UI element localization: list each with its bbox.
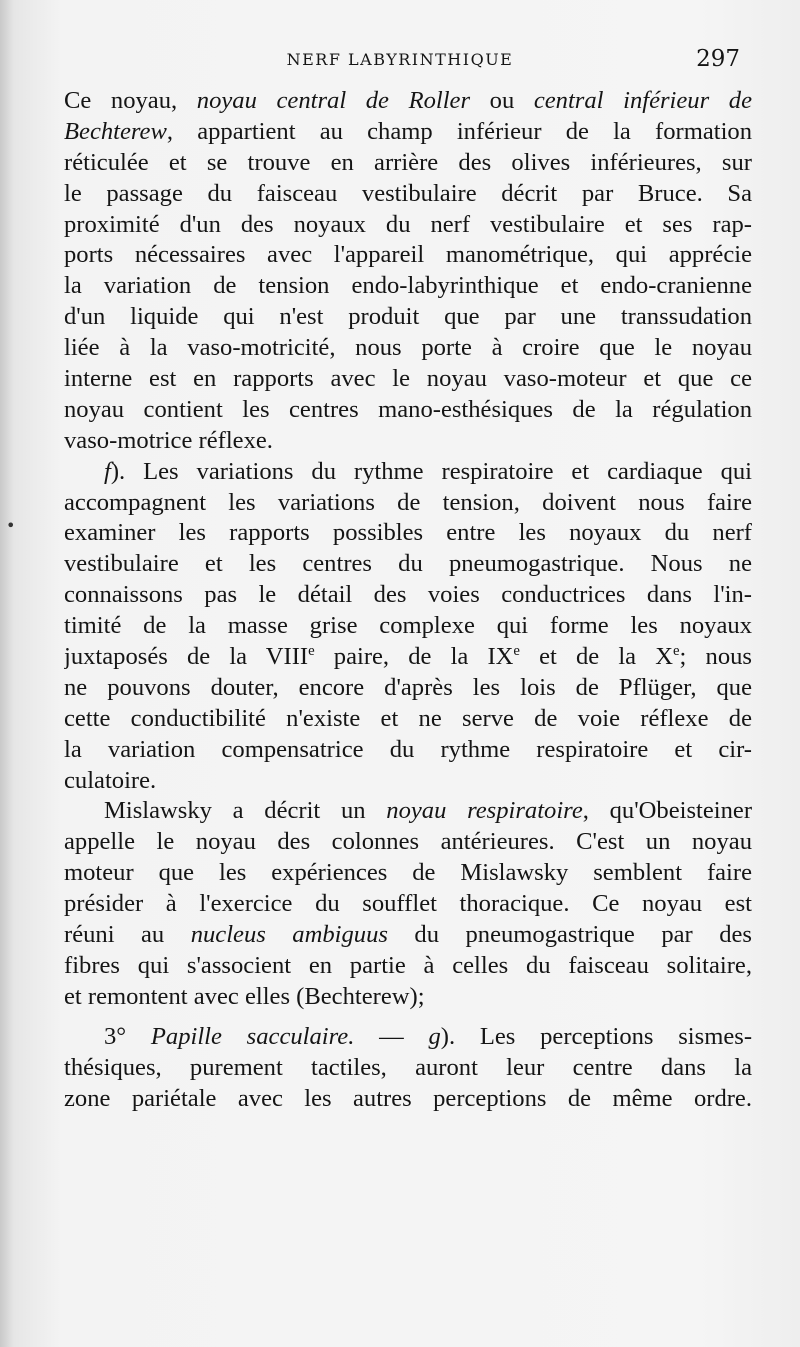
text-segment: 3° xyxy=(104,1022,151,1050)
text-segment: vaso-motrice réflexe. xyxy=(64,426,273,454)
text-segment: cette conductibilité n'existe et ne serve de voie réflexe de xyxy=(64,704,752,732)
text-segment: noyau contient les centres mano-esthésiques de la régulation xyxy=(64,395,752,423)
text-line xyxy=(64,271,752,302)
text-segment: ou xyxy=(470,87,534,114)
text-line xyxy=(64,796,752,827)
text-line xyxy=(64,488,752,519)
text-line xyxy=(64,117,752,148)
text-segment: ). Les perceptions sismes- xyxy=(440,1022,752,1050)
text-line xyxy=(64,86,752,117)
running-title: NERF LABYRINTHIQUE xyxy=(286,50,514,69)
text-line xyxy=(64,704,752,735)
italic-text: Papille sacculaire. xyxy=(150,1022,355,1050)
text-line xyxy=(64,395,752,426)
text-segment: la variation de tension endo-labyrinthique et endo-cranienne xyxy=(64,272,752,300)
text-line xyxy=(64,210,752,241)
text-segment: appelle le noyau des colonnes antérieures. C'est un noyau xyxy=(64,828,752,856)
text-segment: culatoire. xyxy=(64,766,157,794)
superscript: e xyxy=(513,643,520,660)
text-line xyxy=(64,889,752,920)
text-segment: interne est en rapports avec le noyau vaso-moteur et que ce xyxy=(64,365,752,393)
text-segment: — xyxy=(354,1022,429,1050)
text-line xyxy=(64,549,752,580)
italic-text: nucleus ambiguus xyxy=(190,921,388,949)
text-segment: réticulée et se trouve en arrière des olives inférieures, sur xyxy=(64,148,752,176)
text-segment: présider à l'exercice du soufflet thoracique. Ce noyau est xyxy=(64,890,752,918)
text-segment: et remontent avec elles (Bechterew); xyxy=(64,982,425,1010)
text-line xyxy=(64,611,752,642)
superscript: e xyxy=(308,643,315,660)
text-line xyxy=(64,364,752,395)
text-line xyxy=(64,1053,752,1084)
page-number: 297 xyxy=(696,46,740,72)
text-line xyxy=(64,426,752,457)
text-segment: timité de la masse grise complexe qui forme les noyaux xyxy=(64,612,752,640)
text-segment: proximité d'un des noyaux du nerf vestibulaire et ses rap- xyxy=(64,210,752,238)
italic-text: Bechterew xyxy=(64,117,167,145)
text-line xyxy=(64,766,752,797)
text-segment: ports nécessaires avec l'appareil manométrique, qui apprécie xyxy=(64,241,752,269)
margin-mark: • xyxy=(6,516,16,535)
text-segment: connaissons pas le détail des voies conductrices dans l'in- xyxy=(64,581,752,609)
text-line xyxy=(64,1084,752,1115)
text-line xyxy=(64,179,752,210)
italic-text: f xyxy=(104,457,111,485)
text-line xyxy=(64,302,752,333)
text-line xyxy=(64,735,752,766)
text-line xyxy=(64,982,752,1013)
text-segment: , qu'Obeisteiner xyxy=(582,797,752,825)
text-segment: examiner les rapports possibles entre les noyaux du nerf xyxy=(64,519,752,547)
body-text xyxy=(64,86,752,1114)
text-segment: , appartient au champ inférieur de la formation xyxy=(166,117,752,145)
text-segment: d'un liquide qui n'est produit que par une transsudation xyxy=(64,303,752,331)
italic-text: central inférieur de xyxy=(533,87,752,114)
text-segment: la variation compensatrice du rythme respiratoire et cir- xyxy=(64,735,752,763)
text-line xyxy=(64,518,752,549)
text-segment: Ce noyau, xyxy=(64,87,197,114)
text-segment: le passage du faisceau vestibulaire décrit par Bruce. Sa xyxy=(64,179,752,207)
italic-text: noyau respiratoire xyxy=(386,797,583,825)
text-line xyxy=(64,1022,752,1053)
text-segment: juxtaposés de la VIII xyxy=(64,643,309,671)
text-line xyxy=(64,642,752,673)
italic-text: noyau central de Roller xyxy=(196,87,471,114)
text-line xyxy=(64,827,752,858)
text-line xyxy=(64,673,752,704)
text-segment: Mislawsky a décrit un xyxy=(104,797,387,825)
text-segment: ne pouvons douter, encore d'après les lois de Pflüger, que xyxy=(64,673,752,701)
text-segment: ). Les variations du rythme respiratoire et cardiaque qui xyxy=(110,457,752,485)
text-line xyxy=(64,457,752,488)
text-line xyxy=(64,920,752,951)
text-segment: liée à la vaso-motricité, nous porte à croire que le noyau xyxy=(64,334,752,362)
text-segment: zone pariétale avec les autres perceptions de même ordre. xyxy=(64,1084,752,1112)
text-segment: réuni au xyxy=(64,921,191,949)
superscript: e xyxy=(673,643,680,660)
text-line xyxy=(64,951,752,982)
text-line xyxy=(64,580,752,611)
text-segment: fibres qui s'associent en partie à celles du faisceau solitaire, xyxy=(64,951,752,979)
text-segment: du pneumogastrique par des xyxy=(387,921,752,949)
text-segment: vestibulaire et les centres du pneumogastrique. Nous ne xyxy=(64,550,752,578)
text-segment: et de la X xyxy=(519,643,673,671)
text-segment: thésiques, purement tactiles, auront leur centre dans la xyxy=(64,1053,752,1081)
text-line xyxy=(64,148,752,179)
text-segment: moteur que les expériences de Mislawsky semblent faire xyxy=(64,859,752,887)
text-segment: ; nous xyxy=(679,643,752,671)
text-line xyxy=(64,333,752,364)
text-line xyxy=(64,858,752,889)
text-line xyxy=(64,240,752,271)
text-segment: accompagnent les variations de tension, doivent nous faire xyxy=(64,488,752,516)
italic-text: g xyxy=(428,1022,441,1050)
page-header xyxy=(60,46,740,80)
text-segment: paire, de la IX xyxy=(314,643,514,671)
